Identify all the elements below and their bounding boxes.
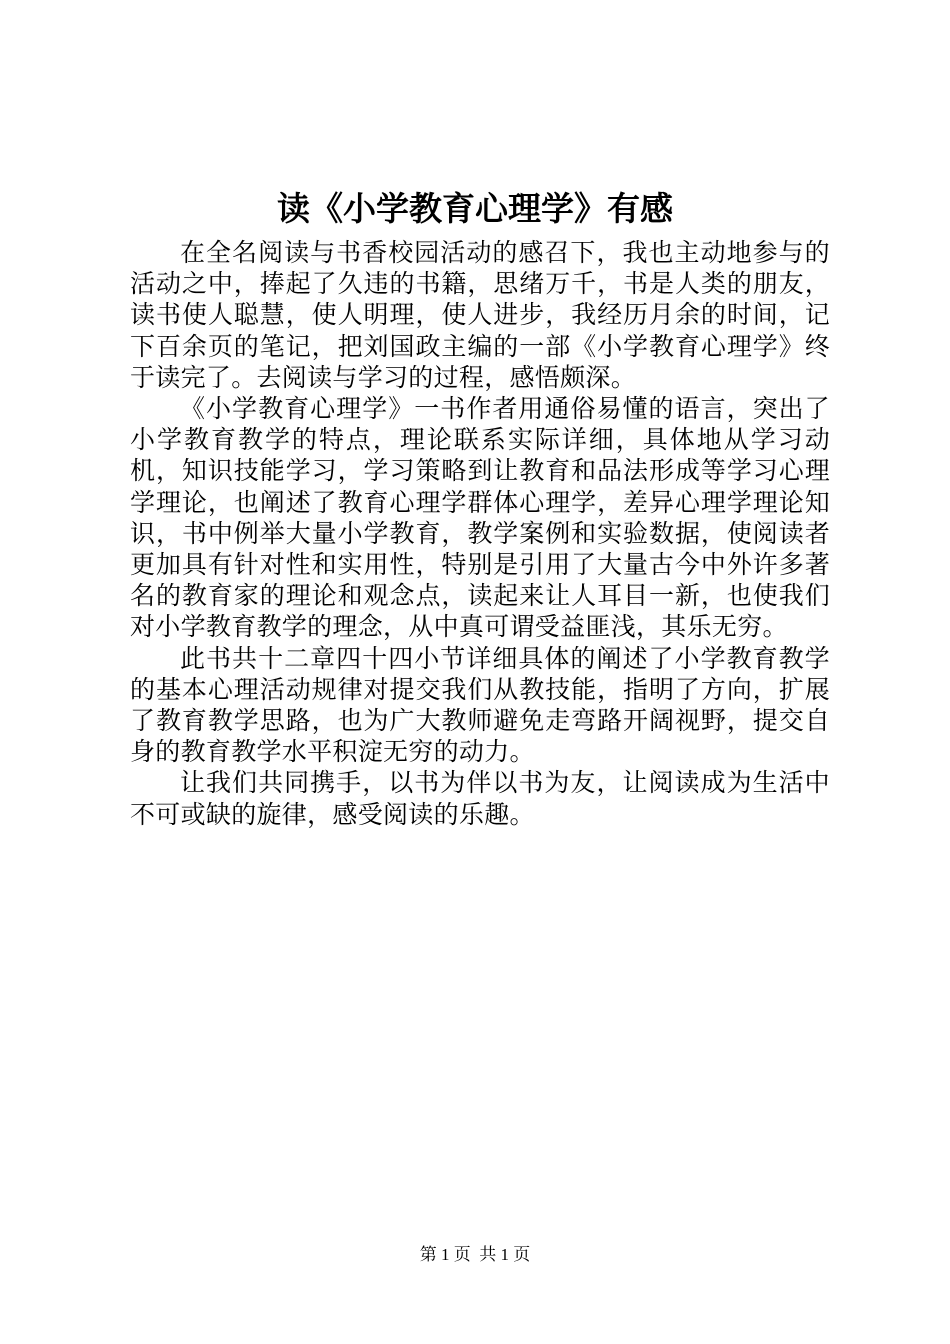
paragraph-4: 让我们共同携手，以书为伴以书为友，让阅读成为生活中不可或缺的旋律，感受阅读的乐趣。 [130,768,830,829]
document-body [130,237,830,830]
paragraph-3: 此书共十二章四十四小节详细具体的阐述了小学教育教学的基本心理活动规律对提交我们从教技能，指明了方向，扩展了教育教学思路，也为广大教师避免走弯路开阔视野，提交自身的教育教学水平积淀无穷的动力。 [130,643,830,767]
page-number-footer: 第 1 页 共 1 页 [419,1245,531,1264]
paragraph-2: 《小学教育心理学》一书作者用通俗易懂的语言，突出了小学教育教学的特点，理论联系实际详细，具体地从学习动机，知识技能学习，学习策略到让教育和品法形成等学习心理学理论，也阐述了教育心理学群体心理学，差异心理学理论知识，书中例举大量小学教育，教学案例和实验数据，使阅读者更加具有针对性和实用性，特别是引用了大量古今中外许多著名的教育家的理论和观念点，读起来让人耳目一新，也使我们对小学教育教学的理念，从中真可谓受益匪浅，其乐无穷。 [130,394,830,642]
document-title: 读《小学教育心理学》有感 [277,189,673,228]
paragraph-1: 在全名阅读与书香校园活动的感召下，我也主动地参与的活动之中，捧起了久违的书籍，思绪万千，书是人类的朋友，读书使人聪慧，使人明理，使人进步，我经历月余的时间，记下百余页的笔记，把刘国政主编的一部《小学教育心理学》终于读完了。去阅读与学习的过程，感悟颇深。 [130,238,830,392]
